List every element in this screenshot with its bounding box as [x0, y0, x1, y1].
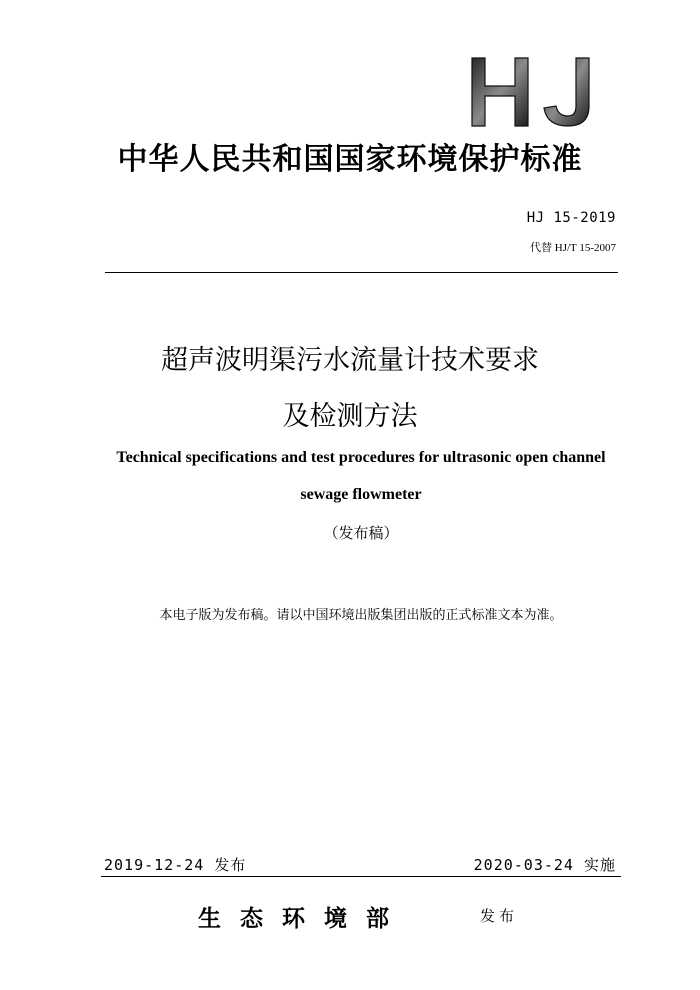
implementation-date: 2020-03-24 实施	[473, 856, 616, 874]
issuer-suffix: 发布	[480, 907, 519, 925]
issuer-name: 生态环境部	[198, 905, 408, 932]
title-cn-line1: 超声波明渠污水流量计技术要求	[161, 345, 539, 376]
hj-logo	[468, 54, 600, 130]
top-divider	[105, 272, 618, 273]
issue-date: 2019-12-24 发布	[104, 856, 247, 874]
title-cn-line2: 及检测方法	[282, 401, 418, 432]
standard-number: HJ 15-2019	[526, 210, 616, 226]
org-name: 中华人民共和国国家环境保护标准	[117, 142, 583, 177]
replaces-note: 代替 HJ/T 15-2007	[530, 242, 616, 254]
bottom-divider	[101, 876, 621, 877]
title-en-line2: sewage flowmeter	[300, 486, 422, 503]
draft-note: （发布稿）	[323, 524, 399, 542]
title-en-line1: Technical specifications and test procedures for ultrasonic open channel	[116, 449, 606, 466]
edition-notice: 本电子版为发布稿。请以中国环境出版集团出版的正式标准文本为准。	[159, 608, 563, 623]
